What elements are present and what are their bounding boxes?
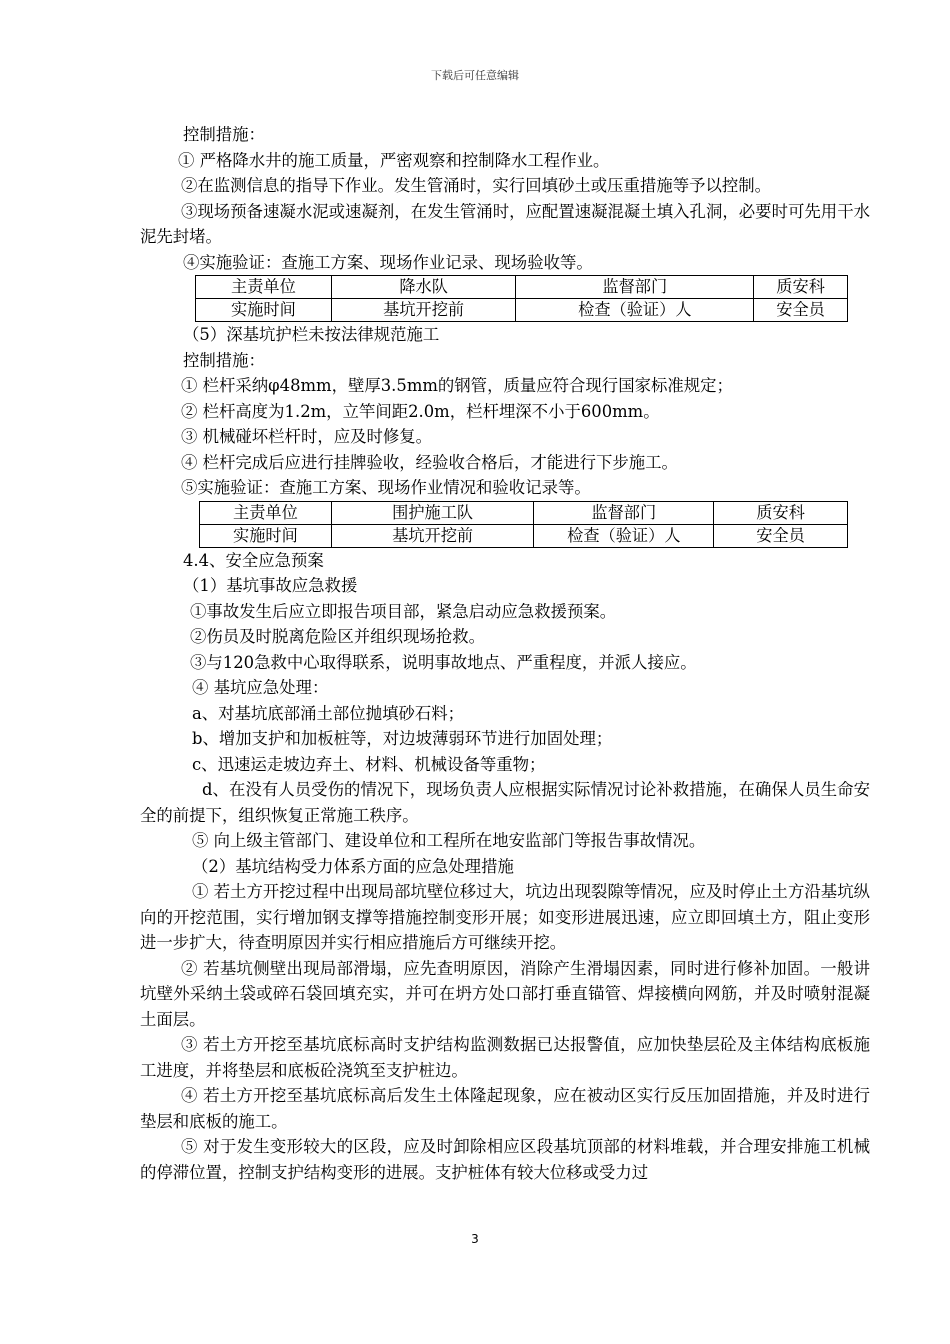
table-cell: 质安科 [754,276,848,299]
table-row [196,299,848,322]
responsibility-table [195,275,848,322]
table-cell: 实施时间 [200,524,332,547]
paragraph: ③ 机械碰坏栏杆时，应及时修复。 [181,427,433,446]
paragraph: d、在没有人员受伤的情况下，现场负责人应根据实际情况讨论补救措施，在确保人员生命安全的前提下，组织恢复正常施工秩序。 [140,780,870,825]
section-heading: （2）基坑结构受力体系方面的应急处理措施 [192,856,514,876]
paragraph: ② 栏杆高度为1.2m，立竿间距2.0m，栏杆埋深不小于600mm。 [181,401,660,421]
paragraph: ②在监测信息的指导下作业。发生管涌时，实行回填砂土或压重措施等予以控制。 [181,176,772,195]
table-cell: 降水队 [331,276,516,299]
table-cell: 主责单位 [196,276,332,299]
paragraph: ④实施验证：查施工方案、现场作业记录、现场验收等。 [183,252,593,272]
paragraph: ④ 若土方开挖至基坑底标高后发生土体隆起现象，应在被动区实行反压加固措施，并及时进行垫层和底板的施工。 [140,1086,870,1131]
table-row [200,524,848,547]
paragraph: ① 严格降水井的施工质量，严密观察和控制降水工程作业。 [178,150,610,170]
paragraph: ③ 若土方开挖至基坑底标高时支护结构监测数据已达报警值，应加快垫层砼及主体结构底板施工进度，并将垫层和底板砼浇筑至支护桩边。 [140,1035,870,1080]
paragraph: ② 若基坑侧壁出现局部滑塌，应先查明原因，消除产生滑塌因素，同时进行修补加固。一般讲坑壁外采纳土袋或碎石袋回填充实，并可在坍方处口部打垂直锚管、焊接横向网筋，并及时喷射混凝土面层。 [140,958,870,1029]
table-row [200,501,848,524]
section-heading: （5）深基坑护栏未按法律规范施工 [183,325,440,344]
table-cell: 检查（验证）人 [516,299,754,322]
paragraph: ⑤ 对于发生变形较大的区段，应及时卸除相应区段基坑顶部的材料堆载，并合理安排施工机械的停滞位置，控制支护结构变形的进展。支护桩体有较大位移或受力过 [140,1137,870,1182]
paragraph: b、增加支护和加板桩等，对边坡薄弱环节进行加固处理； [192,729,613,748]
page-number: 3 [471,1232,479,1246]
table-cell: 质安科 [714,501,848,524]
table-cell: 检查（验证）人 [534,524,714,547]
table-cell: 主责单位 [200,501,332,524]
section-heading: （1）基坑事故应急救援 [183,576,358,595]
paragraph: ① 若土方开挖过程中出现局部坑壁位移过大，坑边出现裂隙等情况，应及时停止土方沿基坑纵向的开挖范围，实行增加钢支撑等措施控制变形开展；如变形进展迅速，应立即回填土方，阻止变形进一步扩大，待查明原因并实行相应措施后方可继续开挖。 [140,882,870,952]
paragraph: ③现场预备速凝水泥或速凝剂，在发生管涌时，应配置速凝混凝土填入孔洞，必要时可先用干水泥先封堵。 [140,201,870,246]
table-cell: 安全员 [754,299,848,322]
table-cell: 安全员 [714,524,848,547]
table-cell: 基坑开挖前 [331,299,516,322]
table-cell: 基坑开挖前 [331,524,534,547]
document-body [140,122,870,1185]
paragraph: 控制措施： [183,350,265,370]
section-heading: 4.4、安全应急预案 [183,550,324,570]
paragraph: ⑤实施验证：查施工方案、现场作业情况和验收记录等。 [181,478,591,497]
table-cell: 围护施工队 [331,501,534,524]
paragraph: ③与120急救中心取得联系，说明事故地点、严重程度，并派人接应。 [190,652,697,672]
paragraph: c、迅速运走坡边弃土、材料、机械设备等重物； [192,754,546,774]
paragraph: ④ 栏杆完成后应进行挂牌验收，经验收合格后，才能进行下步施工。 [181,452,678,472]
paragraph: ④ 基坑应急处理： [192,678,329,697]
paragraph: a、对基坑底部涌土部位抛填砂石料； [192,703,465,723]
paragraph: ②伤员及时脱离危险区并组织现场抢救。 [190,627,486,646]
paragraph: ⑤ 向上级主管部门、建设单位和工程所在地安监部门等报告事故情况。 [192,831,706,850]
table-cell: 监督部门 [516,276,754,299]
table-cell: 监督部门 [534,501,714,524]
paragraph: 控制措施： [183,125,265,144]
page-header: 下载后可任意编辑 [431,69,519,82]
paragraph: ①事故发生后应立即报告项目部，紧急启动应急救援预案。 [190,601,617,621]
responsibility-table [199,501,848,548]
paragraph: ① 栏杆采纳φ48mm，壁厚3.5mm的钢管，质量应符合现行国家标准规定； [181,376,733,395]
table-cell: 实施时间 [196,299,332,322]
table-row [196,276,848,299]
